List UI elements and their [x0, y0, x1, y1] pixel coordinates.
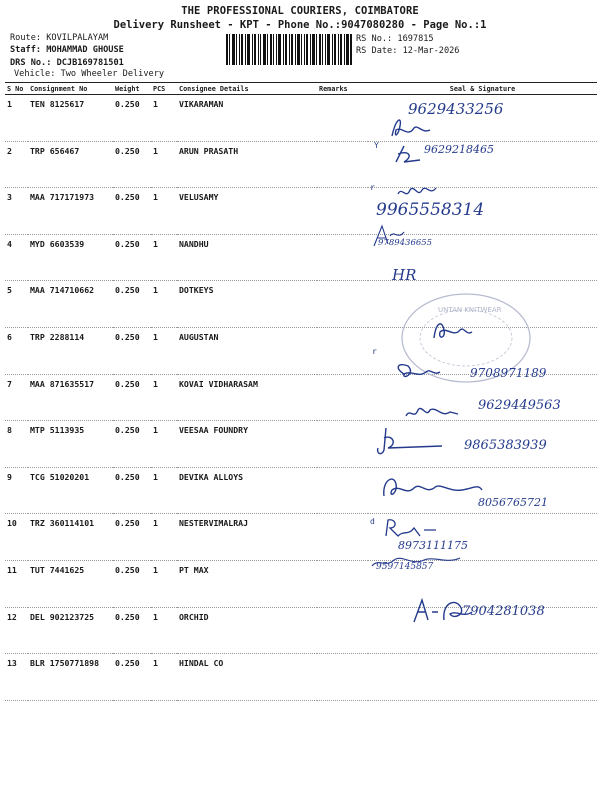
rs-date: RS Date: 12-Mar-2026 — [356, 46, 460, 56]
table-row — [5, 234, 597, 281]
col-header-sno: S No — [5, 83, 28, 95]
weight-value: 0.250 — [113, 234, 151, 281]
weight-value: 0.250 — [113, 467, 151, 514]
row-number: 7 — [5, 374, 28, 421]
handwritten-phone: 7904281038 — [462, 604, 545, 619]
weight-value: 0.250 — [113, 374, 151, 421]
consignee-name: ARUN PRASATH — [177, 141, 317, 188]
consignee-name: NANDHU — [177, 234, 317, 281]
consignment-number: TCG 51020201 — [28, 467, 113, 514]
weight-value: 0.250 — [113, 188, 151, 235]
remarks-cell — [317, 607, 368, 654]
row-number: 3 — [5, 188, 28, 235]
handwritten-phone: 8973111175 — [398, 539, 468, 552]
handwritten-phone: 9965558314 — [376, 200, 485, 220]
weight-value: 0.250 — [113, 421, 151, 468]
handwritten-phone: 9597145857 — [376, 562, 434, 572]
consignment-number: TRP 656467 — [28, 141, 113, 188]
table-row — [5, 188, 597, 235]
pcs-value: 1 — [151, 654, 177, 701]
handwritten-phone: 9629433256 — [408, 100, 504, 118]
consignment-number: MYD 6603539 — [28, 234, 113, 281]
pcs-value: 1 — [151, 281, 177, 328]
table-row — [5, 141, 597, 188]
remarks-cell — [317, 654, 368, 701]
weight-value: 0.250 — [113, 141, 151, 188]
handwritten-phone: 9708971189 — [470, 366, 547, 380]
handwritten-phone: 9629218465 — [424, 143, 494, 156]
weight-value: 0.250 — [113, 514, 151, 561]
pcs-value: 1 — [151, 560, 177, 607]
consignment-number: MAA 871635517 — [28, 374, 113, 421]
row-number: 8 — [5, 421, 28, 468]
svg-text:Y: Y — [374, 141, 379, 150]
svg-text:d: d — [370, 517, 375, 526]
weight-value: 0.250 — [113, 607, 151, 654]
pcs-value: 1 — [151, 374, 177, 421]
remarks-cell — [317, 234, 368, 281]
weight-value: 0.250 — [113, 654, 151, 701]
signature-10 — [378, 470, 488, 506]
pcs-value: 1 — [151, 95, 177, 142]
route-label: Route: KOVILPALAYAM — [10, 33, 109, 43]
signature-11 — [368, 514, 448, 542]
consignee-name: DEVIKA ALLOYS — [177, 467, 317, 514]
table-row — [5, 654, 597, 701]
consignee-name: NESTERVIMALRAJ — [177, 514, 317, 561]
pcs-value: 1 — [151, 141, 177, 188]
handwritten-phone: 9789436655 — [378, 238, 433, 248]
pcs-value: 1 — [151, 327, 177, 374]
col-header-weight: Weight — [113, 83, 151, 95]
staff-label: Staff: MOHAMMAD GHOUSE — [10, 45, 124, 55]
signature-cell — [368, 654, 597, 701]
row-number: 11 — [5, 560, 28, 607]
col-header-pcs: PCS — [151, 83, 177, 95]
signature-7 — [368, 344, 458, 390]
handwritten-phone: 9629449563 — [478, 398, 561, 413]
col-header-consignment: Consignment No — [28, 83, 113, 95]
remarks-cell — [317, 467, 368, 514]
consignee-name: VIKARAMAN — [177, 95, 317, 142]
row-number: 10 — [5, 514, 28, 561]
table-row — [5, 560, 597, 607]
remarks-cell — [317, 95, 368, 142]
weight-value: 0.250 — [113, 327, 151, 374]
consignment-number: DEL 902123725 — [28, 607, 113, 654]
row-number: 1 — [5, 95, 28, 142]
row-number: 5 — [5, 281, 28, 328]
consignee-name: AUGUSTAN — [177, 327, 317, 374]
consignee-name: DOTKEYS — [177, 281, 317, 328]
row-number: 9 — [5, 467, 28, 514]
consignee-name: HINDAL CO — [177, 654, 317, 701]
handwritten-phone: 9865383939 — [464, 438, 547, 453]
handwritten-note: HR — [392, 266, 417, 284]
remarks-cell — [317, 421, 368, 468]
consignment-number: MAA 714710662 — [28, 281, 113, 328]
remarks-cell — [317, 327, 368, 374]
col-header-consignee: Consignee Details — [177, 83, 317, 95]
svg-text:r: r — [370, 183, 375, 192]
pcs-value: 1 — [151, 467, 177, 514]
signature-9 — [372, 424, 462, 460]
remarks-cell — [317, 188, 368, 235]
drs-number: DRS No.: DCJB169781501 — [10, 58, 124, 68]
weight-value: 0.250 — [113, 560, 151, 607]
consignment-number: TRP 2288114 — [28, 327, 113, 374]
remarks-cell — [317, 141, 368, 188]
handwritten-phone: 8056765721 — [478, 496, 548, 509]
row-number: 12 — [5, 607, 28, 654]
col-header-signature: Seal & Signature — [368, 83, 597, 95]
consignment-number: MAA 717171973 — [28, 188, 113, 235]
row-number: 13 — [5, 654, 28, 701]
row-number: 6 — [5, 327, 28, 374]
vehicle-label: Vehicle: Two Wheeler Delivery — [14, 69, 165, 79]
company-title: THE PROFESSIONAL COURIERS, COIMBATORE — [181, 5, 419, 17]
pcs-value: 1 — [151, 514, 177, 561]
consignee-name: ORCHID — [177, 607, 317, 654]
row-number: 2 — [5, 141, 28, 188]
table-header-row — [5, 83, 597, 95]
pcs-value: 1 — [151, 234, 177, 281]
consignee-name: KOVAI VIDHARASAM — [177, 374, 317, 421]
weight-value: 0.250 — [113, 95, 151, 142]
pcs-value: 1 — [151, 421, 177, 468]
consignment-number: MTP 5113935 — [28, 421, 113, 468]
runsheet-subtitle: Delivery Runsheet - KPT - Phone No.:9047080280 - Page No.:1 — [113, 19, 487, 31]
pcs-value: 1 — [151, 607, 177, 654]
consignee-name: VEESAA FOUNDRY — [177, 421, 317, 468]
barcode — [226, 34, 352, 65]
rs-number: RS No.: 1697815 — [356, 34, 434, 44]
consignee-name: VELUSAMY — [177, 188, 317, 235]
weight-value: 0.250 — [113, 281, 151, 328]
pcs-value: 1 — [151, 188, 177, 235]
seal-text: UNTAN KNITWEAR — [438, 306, 502, 314]
consignee-name: PT MAX — [177, 560, 317, 607]
row-number: 4 — [5, 234, 28, 281]
svg-text:r: r — [372, 347, 377, 356]
remarks-cell — [317, 281, 368, 328]
signature-6 — [428, 316, 478, 344]
consignment-number: BLR 1750771898 — [28, 654, 113, 701]
remarks-cell — [317, 374, 368, 421]
remarks-cell — [317, 560, 368, 607]
col-header-remarks: Remarks — [317, 83, 368, 95]
consignment-number: TRZ 360114101 — [28, 514, 113, 561]
remarks-cell — [317, 514, 368, 561]
consignment-number: TEN 8125617 — [28, 95, 113, 142]
consignment-number: TUT 7441625 — [28, 560, 113, 607]
table-row — [5, 514, 597, 561]
